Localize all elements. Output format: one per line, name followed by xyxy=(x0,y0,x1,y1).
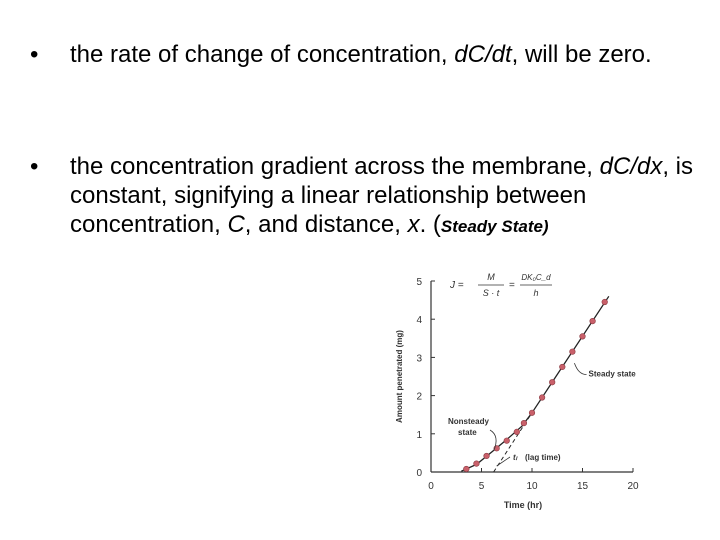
x-tick-label: 20 xyxy=(627,481,639,492)
bullet-marker: • xyxy=(30,41,39,68)
bullet-1-text xyxy=(70,40,700,69)
x-axis-label: Time (hr) xyxy=(503,500,543,510)
y-tick-label: 0 xyxy=(416,468,422,479)
x-tick-label: 0 xyxy=(428,481,434,492)
equation-frac1-den: S · t xyxy=(482,288,500,298)
data-point xyxy=(570,349,576,355)
x-tick-label: 15 xyxy=(576,481,589,492)
nonsteady-annotation-line2: state xyxy=(458,428,477,437)
lag-time-symbol: tₗ xyxy=(513,453,517,462)
data-point xyxy=(590,318,596,324)
y-tick-label: 1 xyxy=(416,429,422,441)
lag-time-annotation: (lag time) xyxy=(525,453,561,462)
data-point xyxy=(580,334,586,340)
bullet-1-seg-2: dC/dt xyxy=(454,41,512,68)
y-tick-label: 5 xyxy=(416,277,422,288)
data-point xyxy=(504,438,510,444)
data-point xyxy=(474,461,480,467)
permeation-chart xyxy=(388,262,650,512)
bullet-2-seg-2: dC/dx xyxy=(599,153,663,180)
equation-frac1-num: M xyxy=(487,272,495,282)
equation-eq2: = xyxy=(509,280,515,291)
data-point xyxy=(484,453,490,459)
x-tick-label: 10 xyxy=(526,481,538,492)
equation-frac2-den: h xyxy=(533,288,539,298)
bullet-1-seg-3: , will be zero. xyxy=(511,41,652,68)
data-point xyxy=(602,299,608,305)
data-point xyxy=(514,429,520,435)
equation-frac2-num: DK₀C_d xyxy=(521,273,551,282)
y-tick-label: 4 xyxy=(416,315,422,327)
steady-state-annotation: Steady state xyxy=(588,369,636,379)
bullet-2-seg-7: . ( xyxy=(419,211,441,238)
data-point xyxy=(521,420,527,426)
steady-state-label: Steady State) xyxy=(440,217,549,236)
bullet-2-seg-3: , is constant, signifying a linear relationship between concentration, xyxy=(70,153,694,238)
steady-leader xyxy=(574,363,586,374)
bullet-1-seg-1: the rate of change of concentration, xyxy=(70,41,455,68)
data-point xyxy=(464,466,470,472)
chart-svg xyxy=(388,262,650,512)
bullet-2-seg-6: x xyxy=(407,211,420,238)
bullet-2-text xyxy=(70,152,700,241)
data-point xyxy=(560,364,566,370)
x-tick-label: 5 xyxy=(478,481,485,492)
y-axis-label: Amount penetrated (mg) xyxy=(395,330,404,423)
nonsteady-leader xyxy=(490,430,496,451)
data-point xyxy=(549,379,555,385)
bullet-2-seg-4: C xyxy=(227,211,245,238)
permeation-curve xyxy=(461,296,609,471)
y-tick-label: 2 xyxy=(416,391,422,403)
nonsteady-annotation-line1: Nonsteady xyxy=(448,417,489,426)
equation-lhs: J = xyxy=(450,280,464,291)
data-point xyxy=(529,410,535,416)
bullet-2-seg-1: the concentration gradient across the membrane, xyxy=(70,153,600,180)
y-tick-label: 3 xyxy=(416,353,422,365)
lag-leader xyxy=(497,457,510,466)
bullet-2-seg-5: , and distance, xyxy=(244,211,408,238)
data-point xyxy=(539,395,545,401)
bullet-marker: • xyxy=(30,153,39,180)
